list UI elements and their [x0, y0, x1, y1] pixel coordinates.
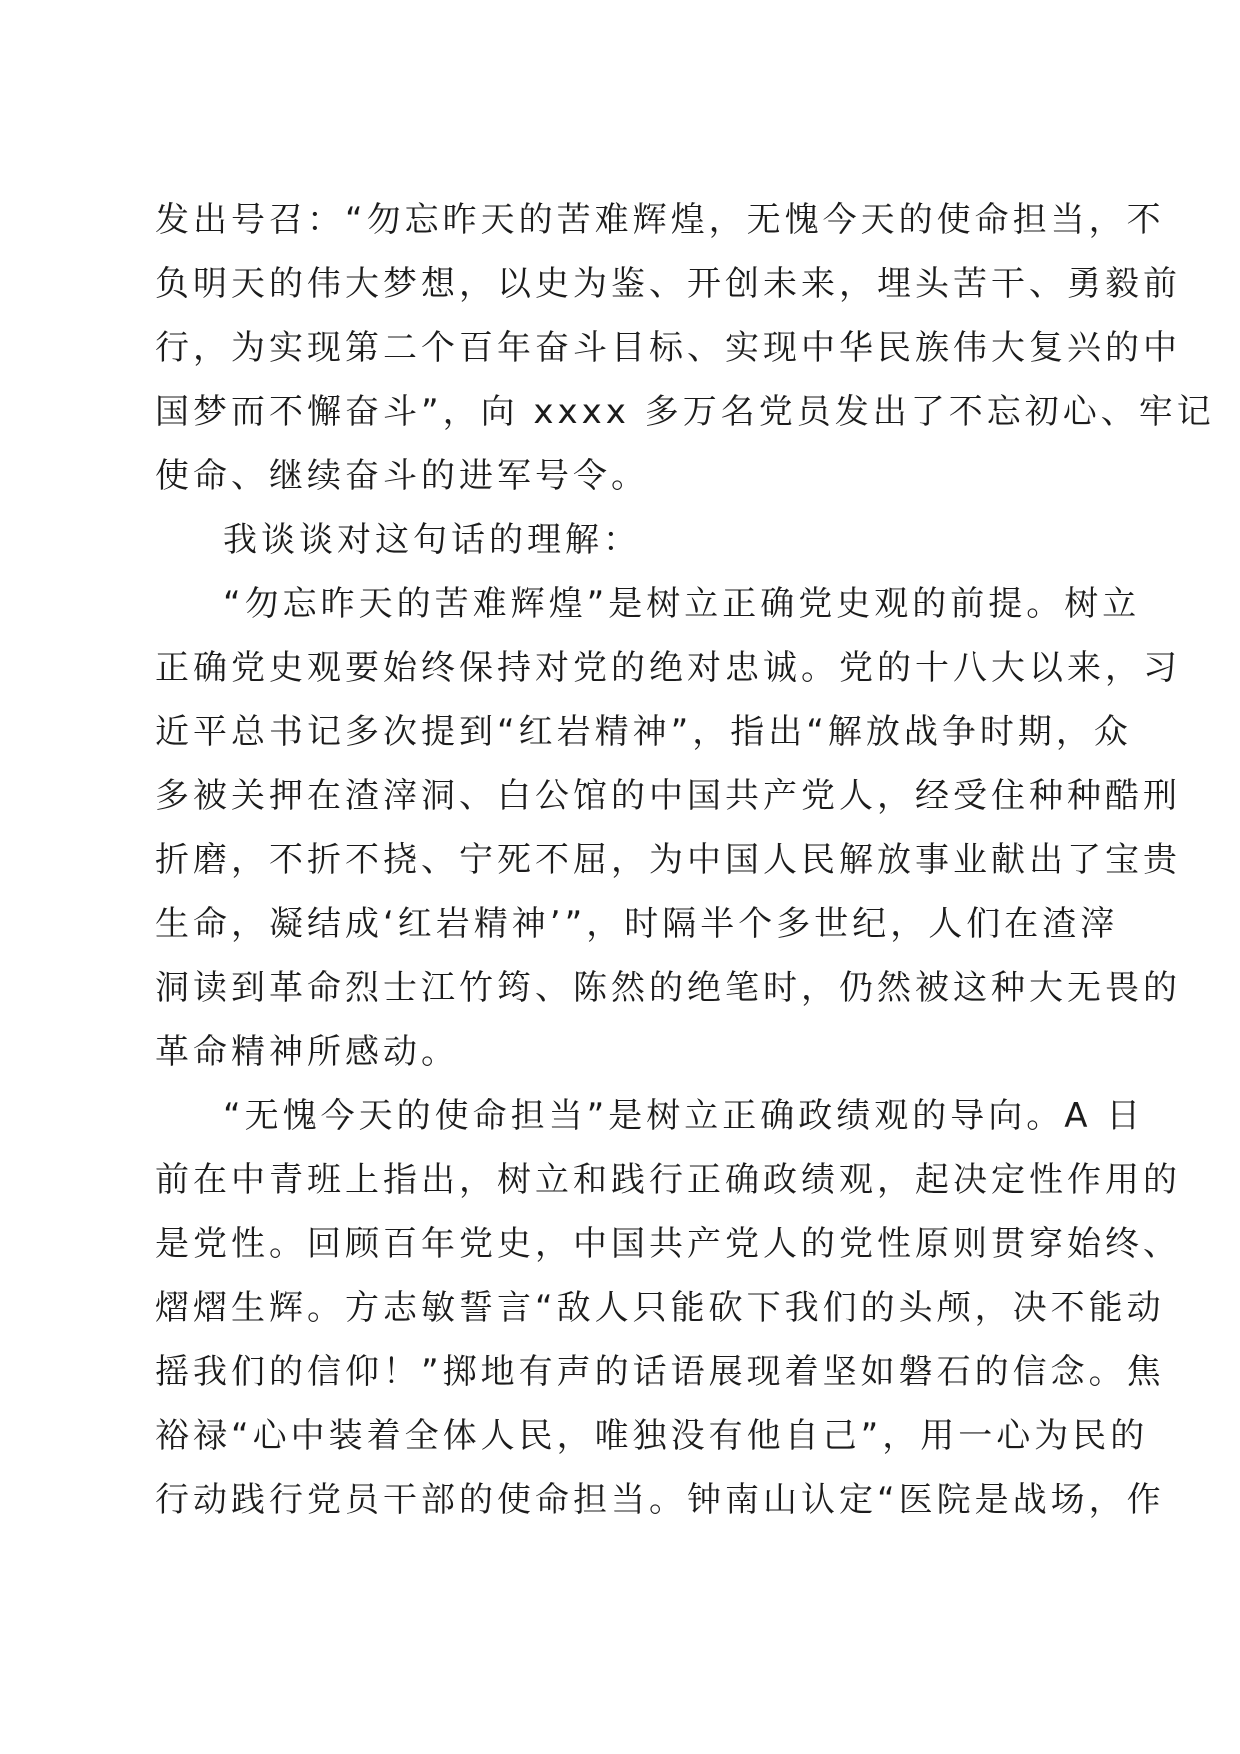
- text-line: 负明天的伟大梦想，以史为鉴、开创未来，埋头苦干、勇毅前: [155, 264, 1181, 304]
- text-line: 裕禄“心中装着全体人民，唯独没有他自己”，用一心为民的: [155, 1416, 1149, 1456]
- text-line: 近平总书记多次提到“红岩精神”，指出“解放战争时期，众: [155, 712, 1132, 752]
- text-line: 发出号召：“勿忘昨天的苦难辉煌，无愧今天的使命担当，不: [155, 200, 1165, 240]
- text-line: 多被关押在渣滓洞、白公馆的中国共产党人，经受住种种酷刑: [155, 776, 1181, 816]
- text-line: 折磨，不折不挠、宁死不屈，为中国人民解放事业献出了宝贵: [155, 840, 1181, 880]
- text-line: 国梦而不懈奋斗”，向 xxxx 多万名党员发出了不忘初心、牢记: [155, 392, 1215, 432]
- text-line: 正确党史观要始终保持对党的绝对忠诚。党的十八大以来，习: [155, 648, 1181, 688]
- text-line: 行，为实现第二个百年奋斗目标、实现中华民族伟大复兴的中: [155, 328, 1181, 368]
- text-line: “无愧今天的使命担当”是树立正确政绩观的导向。A 日: [223, 1096, 1145, 1136]
- text-line: 是党性。回顾百年党史，中国共产党人的党性原则贯穿始终、: [155, 1224, 1181, 1264]
- text-line: 前在中青班上指出，树立和践行正确政绩观，起决定性作用的: [155, 1160, 1181, 1200]
- body-text: [155, 188, 1215, 1532]
- text-line: 生命，凝结成‘红岩精神’”，时隔半个多世纪，人们在渣滓: [155, 904, 1119, 944]
- text-line: 洞读到革命烈士江竹筠、陈然的绝笔时，仍然被这种大无畏的: [155, 968, 1181, 1008]
- text-line: 使命、继续奋斗的进军号令。: [155, 456, 649, 496]
- text-line: 摇我们的信仰！”掷地有声的话语展现着坚如磐石的信念。焦: [155, 1352, 1165, 1392]
- text-line: 我谈谈对这句话的理解：: [223, 520, 641, 560]
- text-line: “勿忘昨天的苦难辉煌”是树立正确党史观的前提。树立: [223, 584, 1141, 624]
- text-line: 行动践行党员干部的使命担当。钟南山认定“医院是战场，作: [155, 1480, 1165, 1520]
- text-line: 熠熠生辉。方志敏誓言“敌人只能砍下我们的头颅，决不能动: [155, 1288, 1165, 1328]
- text-line: 革命精神所感动。: [155, 1032, 459, 1072]
